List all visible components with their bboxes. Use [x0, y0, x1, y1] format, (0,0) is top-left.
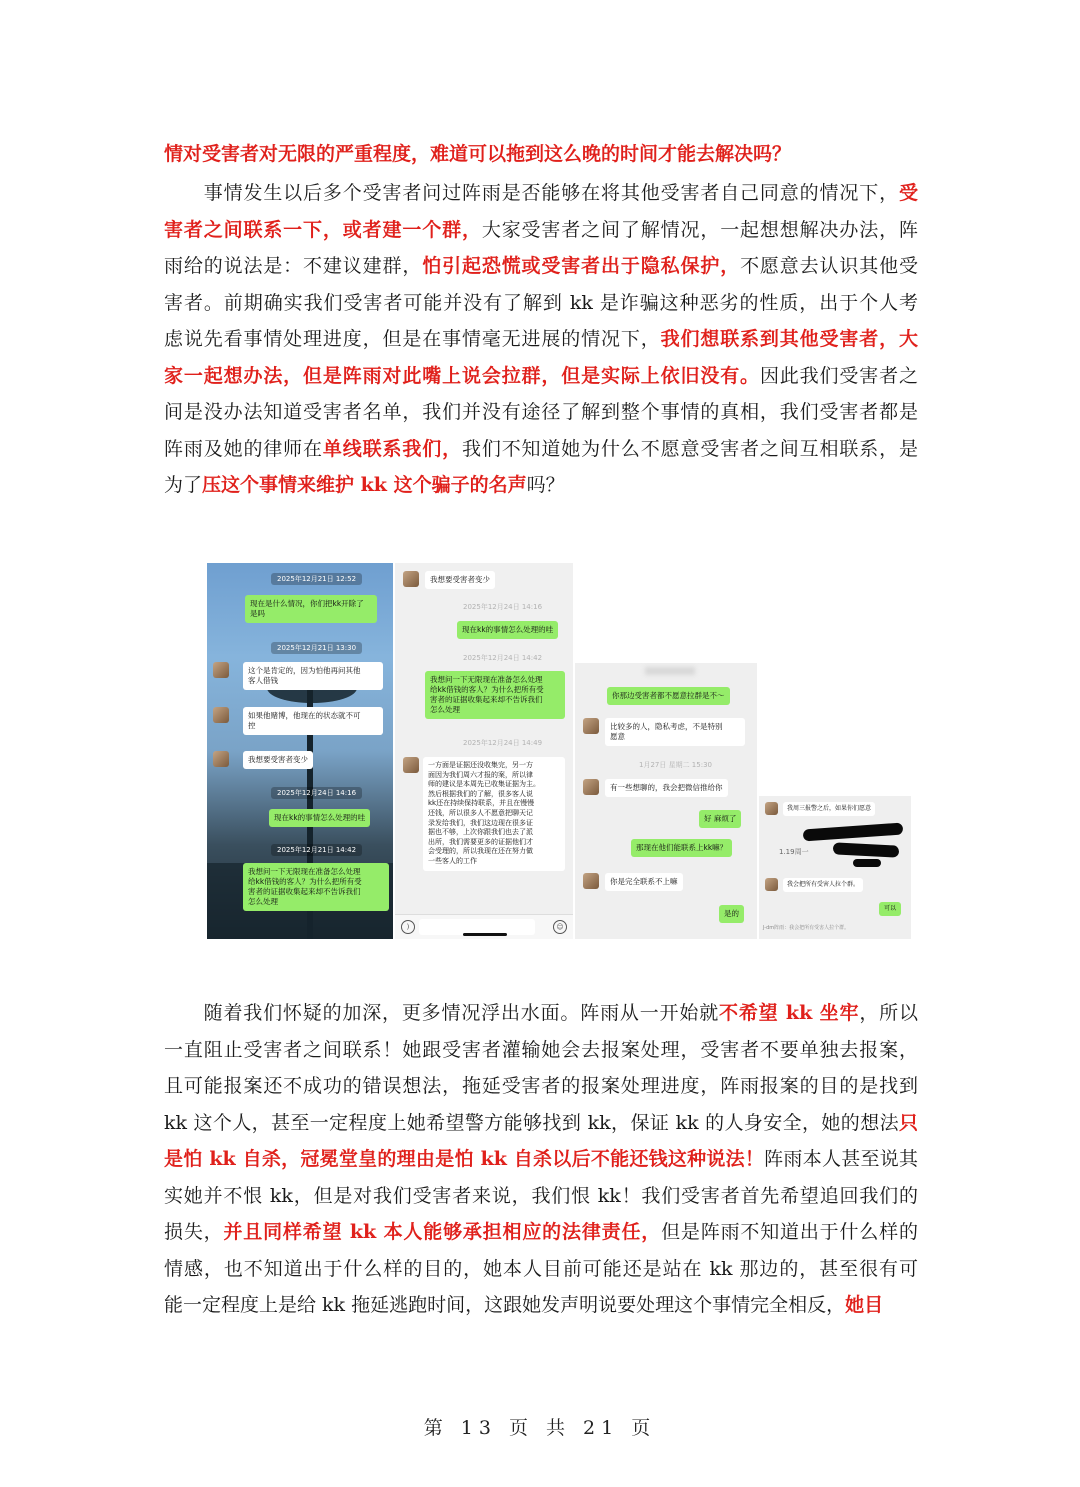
- chat-bubble-received: 我想要受害者变少: [425, 571, 495, 589]
- text-line: [164, 212, 918, 249]
- redaction-scribble: [803, 823, 904, 842]
- chat-bubble-sent: 是的: [719, 905, 744, 923]
- avatar: [765, 802, 778, 815]
- redaction-scribble: [853, 859, 881, 867]
- text-line: [164, 358, 918, 395]
- page-number: 第 13 页 共 21 页: [423, 1417, 657, 1439]
- body-text: 为了: [164, 474, 203, 496]
- chat-bubble-received: 我周三报警之后，如果你们愿意: [783, 802, 875, 816]
- avatar: [765, 878, 778, 891]
- chat-bubble-sent: 现在是什么情况，你们把kk开除了 是吗: [245, 595, 377, 623]
- chat-quote: J-dm阵雨：我会把所有受害人拉个群。: [763, 925, 850, 931]
- avatar: [213, 751, 229, 767]
- highlighted-text: 并且同样希望 kk 本人能够承担相应的法律责任，: [223, 1221, 662, 1243]
- body-text: 随着我们怀疑的加深，更多情况浮出水面。阵雨从一开始就: [164, 1002, 720, 1024]
- body-text: 虑说先看事情处理进度，但是在事情毫无进展的情况下，: [164, 328, 661, 350]
- text-line: [164, 285, 918, 322]
- timestamp: 1月27日 星期二 15:30: [639, 761, 712, 769]
- avatar: [213, 662, 229, 678]
- chat-bubble-sent: 好 麻烦了: [699, 810, 741, 828]
- body-text: 不愿意去认识其他受: [740, 255, 918, 277]
- chat-bubble-received: 我想要受害者变少: [243, 751, 313, 769]
- chat-bubble-sent: 可以: [879, 902, 901, 916]
- body-text: 事情发生以后多个受害者问过阵雨是否能够在将其他受害者自己同意的情况下，: [164, 182, 899, 204]
- blurred-header: [645, 667, 695, 675]
- chat-bubble-received: 一方面是证据还没收集完，另一方 面因为我们周六才报的案，所以律 师的建议是本周先已收集证据为主。 然后根据我们的了解，很多客人说 kk还在持续保持联系，并且在慢慢 还钱，所以很多人不愿意把聊天记 录发给我们，我们这边现在很多证 据也不够，上次你跟我们也去了派 出所，我们需要更多的证据他们才 会受理的，所以我现在还在努力做 一些客人的工作: [423, 757, 565, 871]
- highlighted-text: 她目: [845, 1294, 884, 1316]
- body-text: 但是阵雨不知道出于什么样的: [661, 1221, 918, 1243]
- body-text: 实她并不恨 kk，但是对我们受害者来说，我们恨 kk！我们受害者首先希望追回我们的: [164, 1184, 918, 1207]
- text-line: [164, 321, 918, 358]
- text-line: [164, 1032, 918, 1069]
- paragraph-suspicion: [164, 995, 918, 1324]
- chat-bubble-sent: 我想问一下无限现在准备怎么处理 给kk借钱的客人？为什么把所有受 害者的证据收集起来却不告诉我们 怎么处理: [425, 671, 565, 719]
- highlighted-text: 单线联系我们，: [322, 437, 462, 460]
- avatar: [213, 707, 229, 723]
- body-text: 阵雨本人甚至说其: [764, 1148, 918, 1170]
- chat-bubble-sent: 我想问一下无限现在准备怎么处理 给kk借钱的客人？为什么把所有受 害者的证据收集起来却不告诉我们 怎么处理: [243, 863, 389, 911]
- body-text: 因此我们受害者之: [759, 364, 918, 387]
- body-text: 阵雨及她的律师在: [164, 437, 323, 460]
- timestamp: 2025年12月21日 14:42: [271, 844, 362, 856]
- body-text: 大家受害者之间了解情况，一起想想解决办法，阵: [481, 218, 918, 241]
- body-text: 能一定程度上是给 kk 拖延逃跑时间，这跟她发声明说要处理这个事情完全相反，: [164, 1294, 846, 1316]
- text-line: [164, 1068, 918, 1105]
- avatar: [583, 779, 599, 795]
- highlighted-text: 我们想联系到其他受害者，大: [660, 328, 918, 350]
- text-line: [164, 1251, 918, 1288]
- paragraph-intro: [164, 136, 918, 173]
- chat-screenshot-1: [207, 563, 393, 939]
- chat-screenshot-4: [759, 796, 911, 939]
- body-text: 害者。前期确实我们受害者可能并没有了解到 kk 是诈骗这种恶劣的性质，出于个人考: [164, 291, 918, 314]
- highlighted-text: 不希望 kk 坐牢: [719, 1002, 860, 1024]
- body-text: 一直阻止受害者之间联系！她跟受害者灌输她会去报案处理，受害者不要单独去报案，: [164, 1038, 918, 1061]
- body-text: ，所以: [859, 1002, 918, 1024]
- chat-bubble-sent: 现在kk的事情怎么处理的哇: [457, 621, 558, 639]
- avatar: [403, 571, 419, 587]
- highlighted-text: 只: [898, 1111, 918, 1134]
- body-text: 吗？: [526, 474, 565, 496]
- timestamp: 2025年12月24日 14:49: [463, 739, 543, 747]
- text-line: [164, 1105, 918, 1142]
- timestamp: 2025年12月24日 14:16: [271, 787, 362, 799]
- text-line: [164, 175, 918, 212]
- avatar: [583, 718, 599, 734]
- chat-bubble-received: 比较多的人，隐私考虑，不是特别 愿意: [605, 718, 745, 746]
- text-line: [164, 1178, 918, 1215]
- chat-bubble-received: 我会把所有受害人拉个群。: [783, 878, 863, 892]
- body-text: 间是没办法知道受害者名单，我们并没有途径了解到整个事情的真相，我们受害者都是: [164, 401, 918, 423]
- redaction-scribble: [833, 842, 900, 857]
- body-text: 情感，也不知道出于什么样的目的，她本人目前可能还是站在 kk 那边的，甚至很有可: [164, 1257, 918, 1280]
- chat-screenshots: [207, 563, 911, 941]
- avatar: [403, 757, 419, 773]
- body-text: 且可能报案还不成功的错误想法，拖延受害者的报案处理进度，阵雨报案的目的是找到: [164, 1075, 918, 1097]
- highlighted-text: 是怕 kk 自杀，冠冕堂皇的理由是怕 kk 自杀以后不能还钱这种说法！: [164, 1148, 765, 1170]
- voice-icon: ): [401, 920, 415, 934]
- highlighted-text: 压这个事情来维护 kk 这个骗子的名声: [202, 474, 527, 496]
- timestamp: 2025年12月24日 14:42: [463, 654, 543, 662]
- emoji-icon: ☺: [553, 920, 567, 934]
- timestamp: 1.19周一: [779, 848, 809, 856]
- highlighted-text: 家一起想办法，但是阵雨对此嘴上说会拉群，但是实际上依旧没有。: [164, 364, 760, 387]
- highlighted-text: 害者之间联系一下，或者建一个群，: [164, 218, 482, 241]
- chat-bubble-received: 你是完全联系不上嘛: [605, 873, 683, 891]
- chat-bubble-sent: 那现在他们能联系上kk嘛？: [631, 839, 732, 857]
- chat-screenshot-3: [575, 663, 757, 939]
- avatar: [583, 873, 599, 889]
- timestamp: 2025年12月24日 14:16: [463, 603, 543, 611]
- text-line: [164, 136, 918, 173]
- text-line: [164, 467, 918, 504]
- body-text: 雨给的说法是：不建议建群，: [164, 255, 423, 277]
- highlighted-text: 受: [898, 182, 918, 204]
- chat-bubble-sent: 现在kk的事情怎么处理的哇: [269, 809, 370, 827]
- highlighted-text: 怕引起恐慌或受害者出于隐私保护，: [422, 255, 741, 277]
- text-line: [164, 394, 918, 431]
- chat-screenshot-2: [395, 563, 573, 939]
- text-line: [164, 1141, 918, 1178]
- text-line: [164, 431, 918, 468]
- text-line: [164, 1214, 918, 1251]
- chat-bubble-sent: 你那边受害者都不愿意拉群是不～: [607, 687, 730, 705]
- chat-bubble-received: 如果他赌博，他现在的状态就不可 控: [243, 707, 383, 735]
- home-indicator: [463, 933, 507, 936]
- timestamp: 2025年12月21日 12:52: [271, 573, 362, 585]
- chat-bubble-received: 有一些想聊的，我会把微信推给你: [605, 779, 728, 797]
- body-text: 损失，: [164, 1221, 224, 1243]
- text-line: [164, 995, 918, 1032]
- chat-bubble-received: 这个是肯定的，因为怕他再问其他 客人借钱: [243, 662, 383, 690]
- timestamp: 2025年12月21日 13:30: [271, 642, 362, 654]
- paragraph-contact: [164, 175, 918, 504]
- body-text: 我们不知道她为什么不愿意受害者之间互相联系，是: [461, 437, 918, 460]
- highlighted-text: 情对受害者对无限的严重程度，难道可以拖到这么晚的时间才能去解决吗？: [164, 143, 792, 165]
- body-text: kk 这个人，甚至一定程度上她希望警方能够找到 kk，保证 kk 的人身安全，她的想法: [164, 1111, 899, 1134]
- text-line: [164, 248, 918, 285]
- text-line: [164, 1287, 918, 1324]
